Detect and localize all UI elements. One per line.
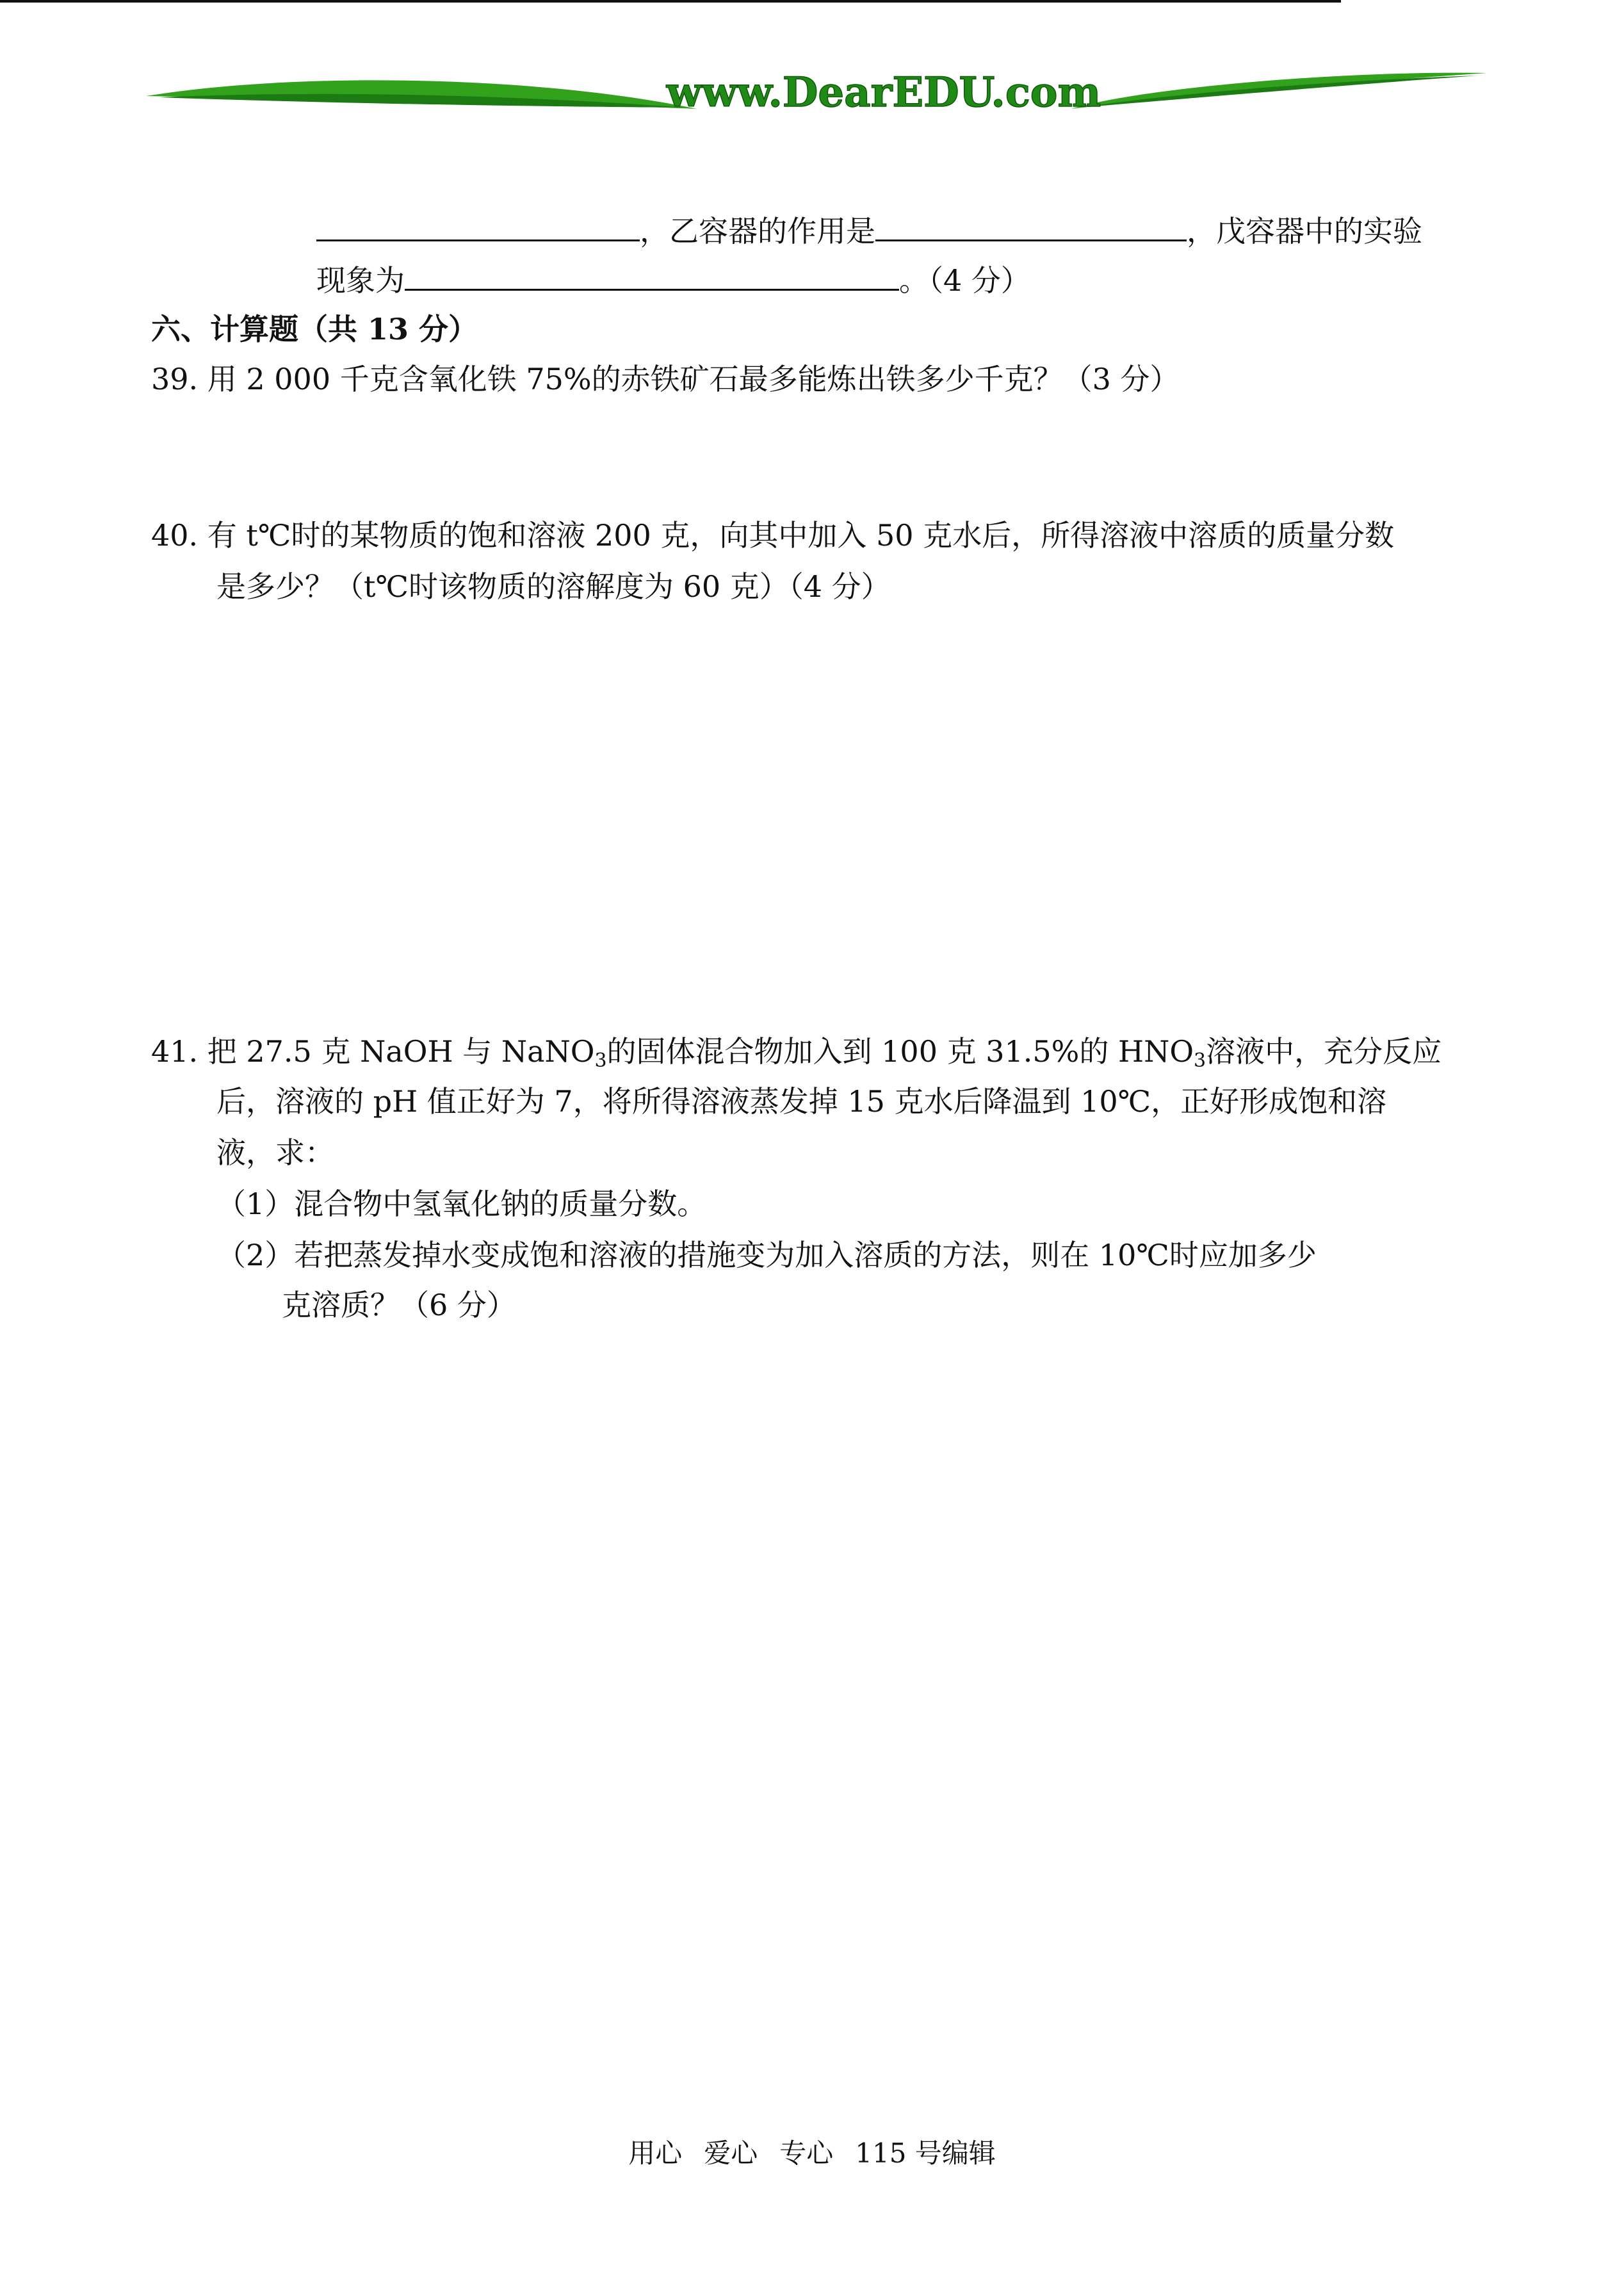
question-41-part-1: （1）混合物中氢氧化钠的质量分数。: [216, 1187, 707, 1221]
header-logo: [146, 64, 1487, 122]
page-footer: 用心 爱心 专心 115 号编辑: [628, 2137, 996, 2169]
logo-text: www.DearEDU.com: [666, 69, 1101, 117]
question-number: 39.: [151, 362, 199, 396]
question-41-line-2: 后，溶液的 pH 值正好为 7，将所得溶液蒸发掉 15 克水后降温到 10℃，正好形成饱和溶: [216, 1084, 1387, 1119]
answer-blank[interactable]: [875, 210, 1187, 241]
header-rule: [0, 0, 1341, 3]
continuation-line-2: 现象为 。（4 分）: [316, 259, 1030, 300]
question-41-line-3: 液，求：: [216, 1135, 334, 1170]
continuation-line-1: ，乙容器的作用是 ，戊容器中的实验: [316, 210, 1422, 250]
question-40-line-1: [151, 516, 1394, 555]
answer-blank[interactable]: [405, 259, 899, 291]
question-39: [151, 360, 1179, 398]
section-title: 六、计算题（共 13 分）: [151, 312, 478, 346]
question-number: 40.: [151, 518, 199, 553]
question-41-line-1: 41. 把 27.5 克 NaOH 与 NaNO$_3$的固体混合物加入到 100 克 31.5%的 $HNO_3$溶液中，充分反应: [151, 1034, 1442, 1072]
question-41-part-2-line-1: （2）若把蒸发掉水变成饱和溶液的措施变为加入溶质的方法，则在 10℃时应加多少: [216, 1238, 1317, 1272]
question-text: 用 2 000 千克含氧化铁 75%的赤铁矿石最多能炼出铁多少千克？（3 分）: [207, 362, 1180, 396]
question-number: 41.: [151, 1034, 199, 1069]
answer-blank[interactable]: [316, 210, 640, 241]
question-text: 有 t℃时的某物质的饱和溶液 200 克，向其中加入 50 克水后，所得溶液中溶质的质量分数: [207, 518, 1395, 553]
question-40-line-2: 是多少？（t℃时该物质的溶解度为 60 克）（4 分）: [216, 569, 891, 604]
question-41-part-2-line-2: 克溶质？（6 分）: [282, 1288, 516, 1322]
